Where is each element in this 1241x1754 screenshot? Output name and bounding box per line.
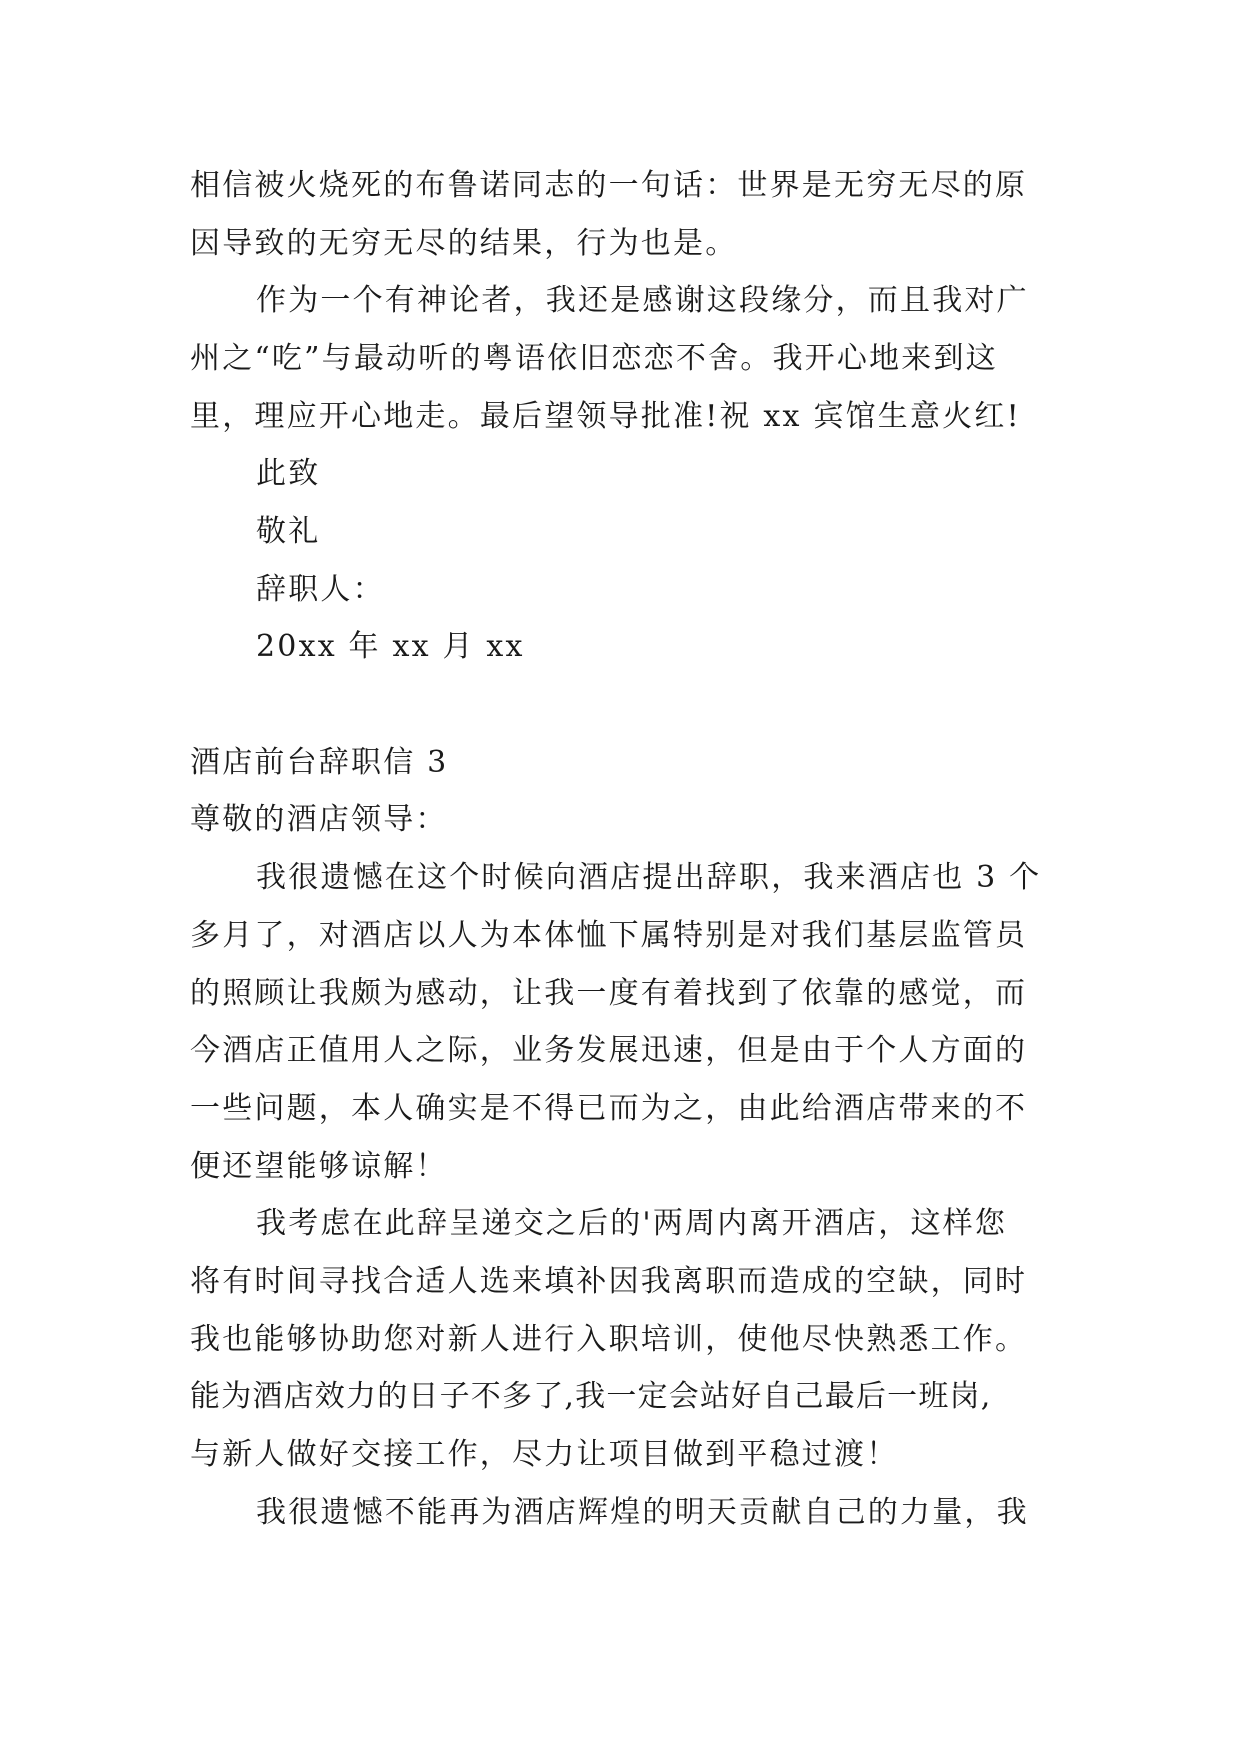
salutation-text: 敬礼 (256, 514, 321, 549)
section-title: 酒店前台辞职信 3 (190, 745, 449, 780)
paragraph-line: 州之“吃”与最动听的粤语依旧恋恋不舍。我开心地来到这 (190, 341, 998, 376)
paragraph-line: 里，理应开心地走。最后望领导批准!祝 xx 宾馆生意火红! (190, 399, 1021, 434)
paragraph-line: 我很遗憾在这个时候向酒店提出辞职，我来酒店也 3 个 (256, 860, 1042, 895)
paragraph-line: 与新人做好交接工作，尽力让项目做到平稳过渡！ (190, 1437, 899, 1472)
paragraph-line: 能为酒店效力的日子不多了,我一定会站好自己最后一班岗, (190, 1379, 992, 1414)
paragraph-line: 便还望能够谅解！ (190, 1149, 448, 1184)
paragraph-line: 一些问题，本人确实是不得已而为之，由此给酒店带来的不 (190, 1091, 1028, 1126)
paragraph-line: 作为一个有神论者，我还是感谢这段缘分，而且我对广 (256, 283, 1029, 318)
date-text: 20xx 年 xx 月 xx (256, 629, 525, 664)
signature-label: 辞职人： (256, 572, 385, 607)
greeting-text: 尊敬的酒店领导： (190, 802, 448, 837)
paragraph-line: 我考虑在此辞呈递交之后的'两周内离开酒店，这样您 (256, 1206, 1008, 1241)
paragraph-line: 多月了，对酒店以人为本体恤下属特别是对我们基层监管员 (190, 918, 1028, 953)
paragraph-line: 我也能够协助您对新人进行入职培训，使他尽快熟悉工作。 (190, 1322, 1028, 1357)
closing-text: 此致 (256, 456, 321, 491)
paragraph-line: 将有时间寻找合适人选来填补因我离职而造成的空缺，同时 (190, 1264, 1028, 1299)
paragraph-line: 因导致的无穷无尽的结果，行为也是。 (190, 226, 738, 261)
paragraph-line: 的照顾让我颇为感动，让我一度有着找到了依靠的感觉，而 (190, 976, 1028, 1011)
paragraph-line: 今酒店正值用人之际，业务发展迅速，但是由于个人方面的 (190, 1033, 1028, 1068)
paragraph-line: 我很遗憾不能再为酒店辉煌的明天贡献自己的力量，我 (256, 1495, 1029, 1530)
paragraph-line: 相信被火烧死的布鲁诺同志的一句话：世界是无穷无尽的原 (190, 168, 1028, 203)
